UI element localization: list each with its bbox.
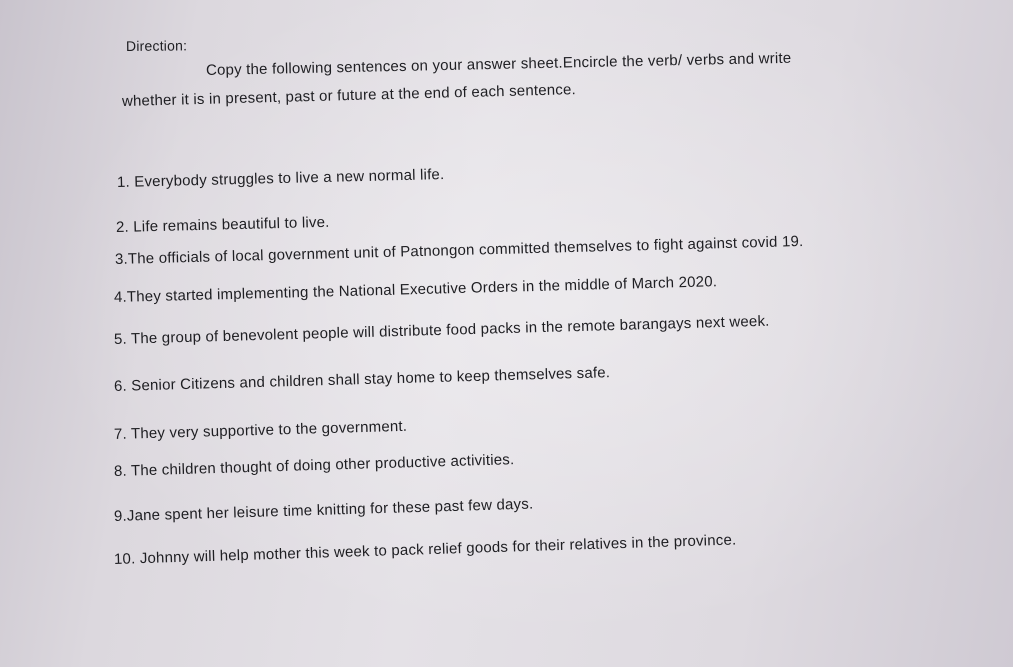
sentence-5: 5. The group of benevolent people will distribute food packs in the remote barangays next week. [113, 312, 770, 348]
sentence-4: 4.They started implementing the National Executive Orders in the middle of March 2020. [113, 273, 718, 306]
sentence-7: 7. They very supportive to the government. [113, 417, 408, 443]
sentence-1: 1. Everybody struggles to live a new normal life. [116, 166, 445, 191]
direction-line-2: whether it is in present, past or future at the end of each sentence. [121, 81, 577, 110]
sentence-6: 6. Senior Citizens and children shall stay home to keep themselves safe. [113, 364, 611, 395]
sentence-10: 10. Johnny will help mother this week to pack relief goods for their relatives in the province. [113, 531, 737, 568]
direction-line-1: Copy the following sentences on your answer sheet.Encircle the verb/ verbs and write [205, 49, 792, 79]
sentence-8: 8. The children thought of doing other productive activities. [113, 451, 515, 480]
sentence-3: 3.The officials of local government unit of Patnongon committed themselves to fight against covid 19. [114, 232, 804, 268]
sentence-2: 2. Life remains beautiful to live. [115, 213, 330, 236]
sentence-9: 9.Jane spent her leisure time knitting for these past few days. [113, 495, 534, 525]
direction-label: Direction: [125, 37, 188, 54]
